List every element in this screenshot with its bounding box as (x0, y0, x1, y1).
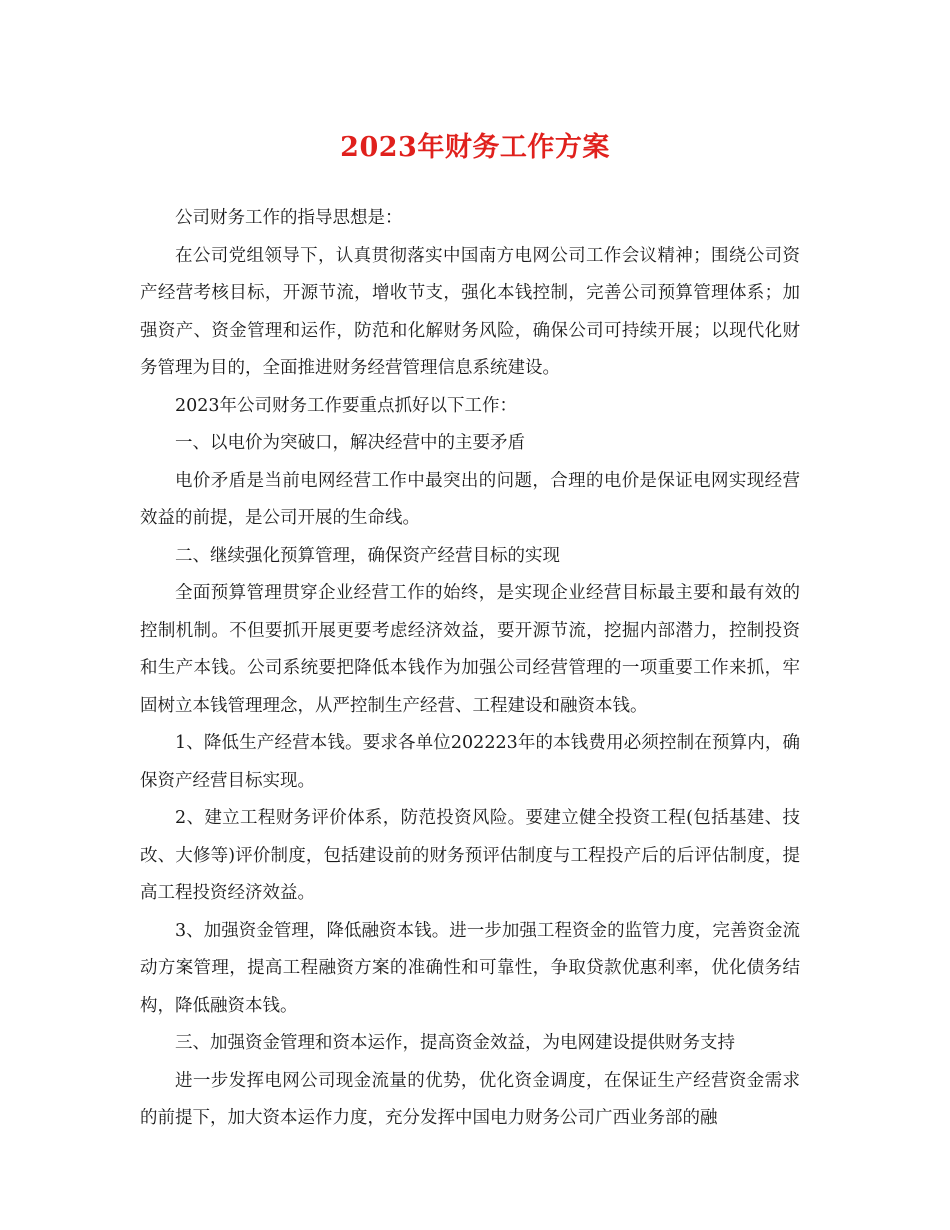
paragraph-guiding-intro: 公司财务工作的指导思想是： (175, 208, 403, 228)
list-item-3: 3、加强资金管理，降低融资本钱。进一步加强工程资金的监管力度，完善资金流动方案管理，提高工程融资方案的准确性和可靠性，争取贷款优惠利率，优化债务结构，降低融资本钱。 (140, 920, 800, 1016)
paragraph-electricity-price: 电价矛盾是当前电网经营工作中最突出的问题，合理的电价是保证电网实现经营效益的前提，是公司开展的生命线。 (140, 470, 800, 528)
paragraph-capital-operation: 进一步发挥电网公司现金流量的优势，优化资金调度，在保证生产经营资金需求的前提下，加大资本运作力度，充分发挥中国电力财务公司广西业务部的融 (140, 1070, 800, 1128)
paragraph-budget-management: 全面预算管理贯穿企业经营工作的始终，是实现企业经营目标最主要和最有效的控制机制。不但要抓开展更要考虑经济效益，要开源节流，挖掘内部潜力，控制投资和生产本钱。公司系统要把降低本钱作为加强公司经营管理的一项重要工作来抓，牢固树立本钱管理理念，从严控制生产经营、工程建设和融资本钱。 (140, 583, 800, 716)
paragraph-guiding-thought: 在公司党组领导下，认真贯彻落实中国南方电网公司工作会议精神；围绕公司资产经营考核目标，开源节流，增收节支，强化本钱控制，完善公司预算管理体系；加强资产、资金管理和运作，防范和化解财务风险，确保公司可持续开展；以现代化财务管理为目的，全面推进财务经营管理信息系统建设。 (140, 245, 800, 378)
list-item-1: 1、降低生产经营本钱。要求各单位202223年的本钱费用必须控制在预算内，确保资产经营目标实现。 (140, 733, 800, 791)
document-body (140, 200, 800, 1138)
section-heading-3: 三、加强资金管理和资本运作，提高资金效益，为电网建设提供财务支持 (175, 1033, 735, 1053)
section-heading-2: 二、继续强化预算管理，确保资产经营目标的实现 (175, 545, 560, 566)
document-title: 2023年财务工作方案 (340, 132, 610, 163)
list-item-2: 2、建立工程财务评价体系，防范投资风险。要建立健全投资工程(包括基建、技改、大修等)评价制度，包括建设前的财务预评估制度与工程投产后的后评估制度，提高工程投资经济效益。 (140, 808, 800, 903)
section-heading-1: 一、以电价为突破口，解决经营中的主要矛盾 (175, 433, 525, 453)
paragraph-key-tasks-intro: 2023年公司财务工作要重点抓好以下工作： (175, 395, 518, 416)
